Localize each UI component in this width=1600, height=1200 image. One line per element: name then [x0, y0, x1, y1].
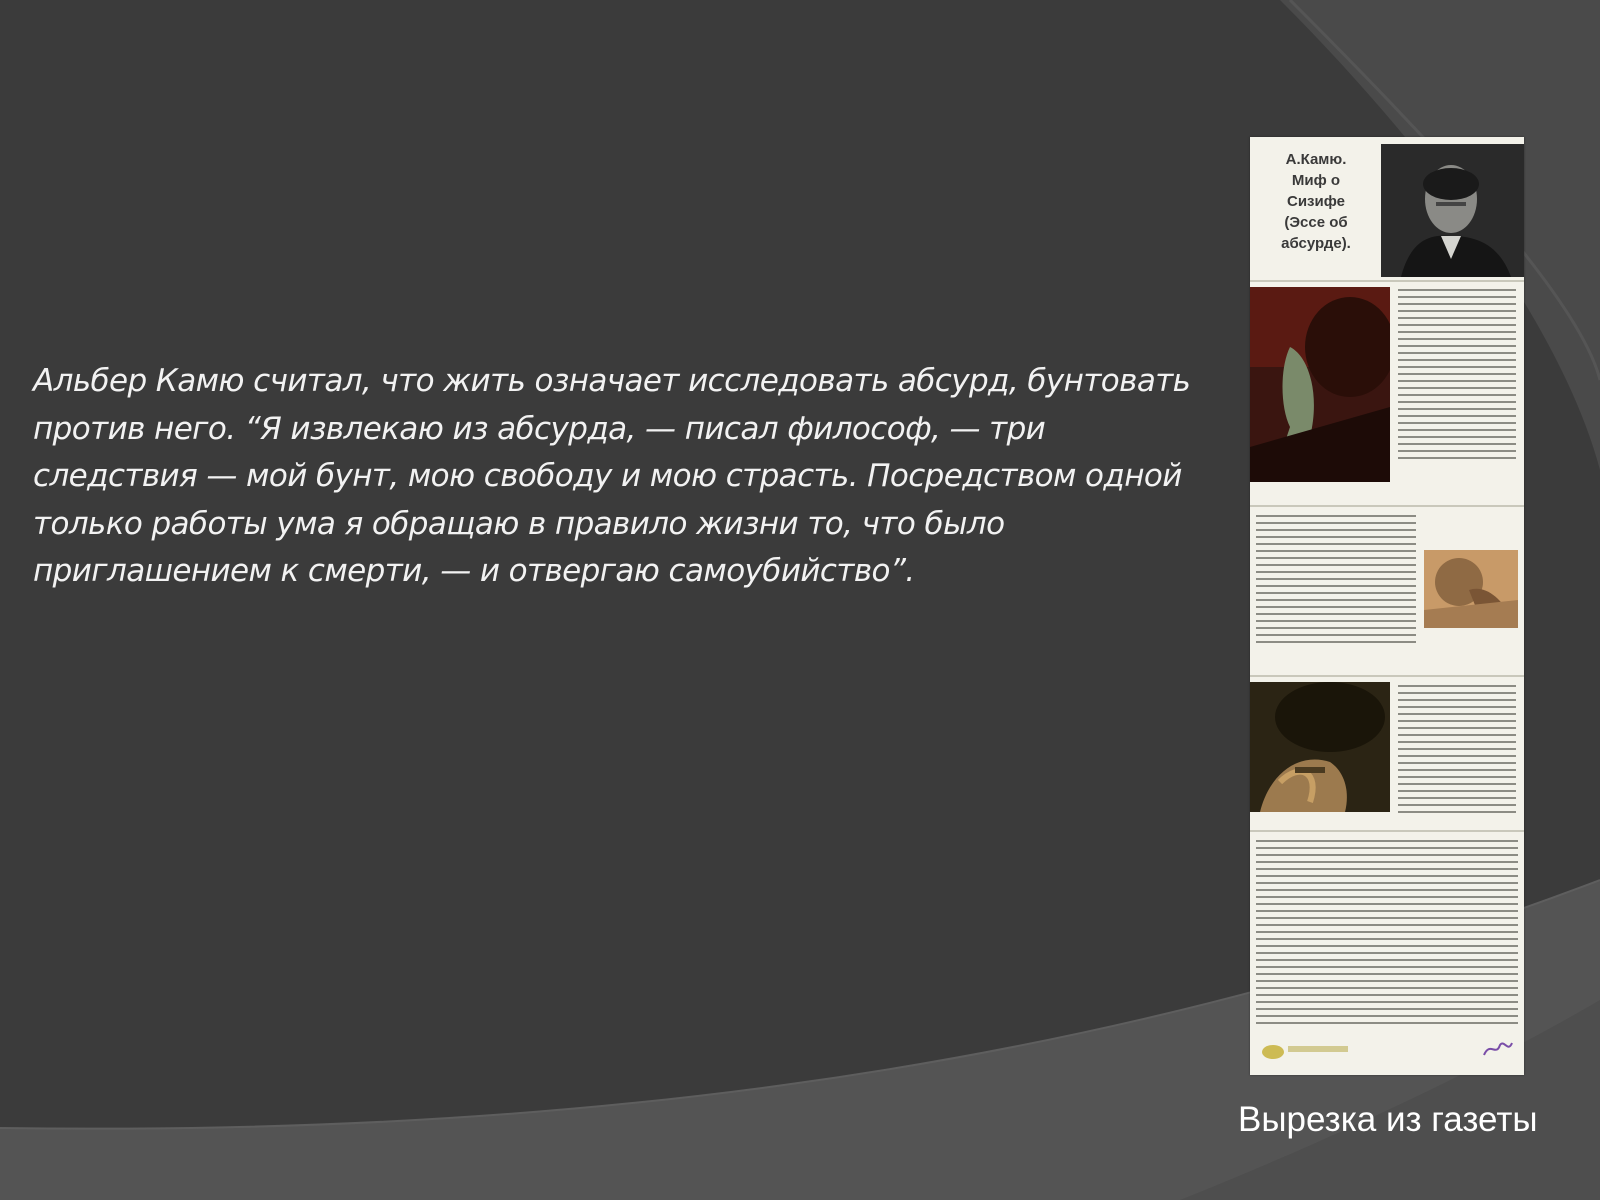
sisyphus-painting-2: [1250, 682, 1390, 812]
clipping-title: А.Камю. Миф о Сизифе (Эссе об абсурде).: [1281, 151, 1351, 252]
sisyphus-painting-1: [1250, 287, 1390, 482]
clipping-caption: Вырезка из газеты: [1238, 1100, 1538, 1139]
sisyphus-sculpture-photo: [1424, 550, 1518, 628]
newspaper-clipping: [1250, 137, 1524, 1075]
column-text-2: [1256, 515, 1416, 648]
publisher-logo-text: [1288, 1046, 1348, 1052]
column-text-4: [1256, 840, 1518, 1029]
clipping-divider: [1250, 505, 1524, 507]
quote-text: Альбер Камю считал, что жить означает исследовать абсурд, бунтовать против него. “Я извлекаю из абсурда, — писал философ, — три следствия — мой бунт, мою свободу и мою страсть. Посредством одной только работы ума я обращаю в правило жизни то, что было приглашением к смерти, — и отвергаю самоубийство”.: [33, 363, 1191, 589]
publisher-logo-icon: [1262, 1045, 1284, 1059]
clipping-divider: [1250, 675, 1524, 677]
column-text-1: [1398, 289, 1516, 464]
clipping-divider: [1250, 830, 1524, 832]
camus-portrait-photo: [1381, 144, 1524, 277]
clipping-divider: [1250, 280, 1524, 282]
column-text-3: [1398, 685, 1516, 818]
signature-scribble-icon: [1482, 1037, 1514, 1059]
